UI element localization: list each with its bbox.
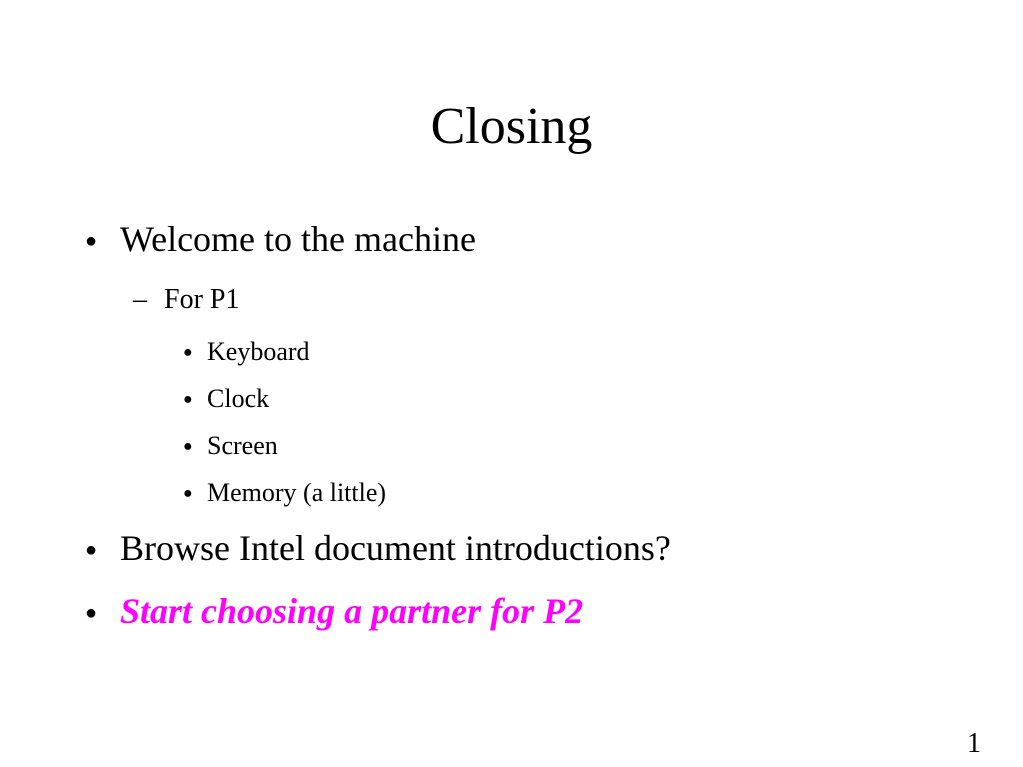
sub-sub-bullet-text: Clock <box>207 384 270 413</box>
sub-sub-bullet-text: Keyboard <box>207 337 310 366</box>
sub-sub-bullet-item <box>183 336 310 368</box>
bullet-icon: ● <box>85 602 98 624</box>
sub-sub-bullet-item <box>183 383 269 415</box>
sub-bullet-item <box>133 282 239 318</box>
bullet-text: Browse Intel document introductions? <box>120 528 671 568</box>
bullet-icon: ● <box>183 485 193 502</box>
slide-title: Closing <box>430 98 593 155</box>
bullet-icon: ● <box>85 230 98 252</box>
bullet-item <box>85 217 476 261</box>
highlighted-bullet-text: Start choosing a partner for P2 <box>120 591 584 631</box>
bullet-icon: ● <box>183 438 193 455</box>
bullet-icon: ● <box>85 539 98 561</box>
sub-sub-bullet-text: Memory (a little) <box>207 478 387 507</box>
sub-sub-bullet-text: Screen <box>207 431 278 460</box>
sub-bullet-text: For P1 <box>164 284 240 315</box>
dash-icon: – <box>133 284 147 315</box>
highlighted-bullet-item <box>85 589 583 633</box>
sub-sub-bullet-item <box>183 430 278 462</box>
sub-sub-bullet-item <box>183 477 386 509</box>
bullet-item <box>85 526 671 570</box>
bullet-text: Welcome to the machine <box>120 219 476 259</box>
page-number: 1 <box>967 728 981 759</box>
bullet-icon: ● <box>183 344 193 361</box>
bullet-icon: ● <box>183 391 193 408</box>
